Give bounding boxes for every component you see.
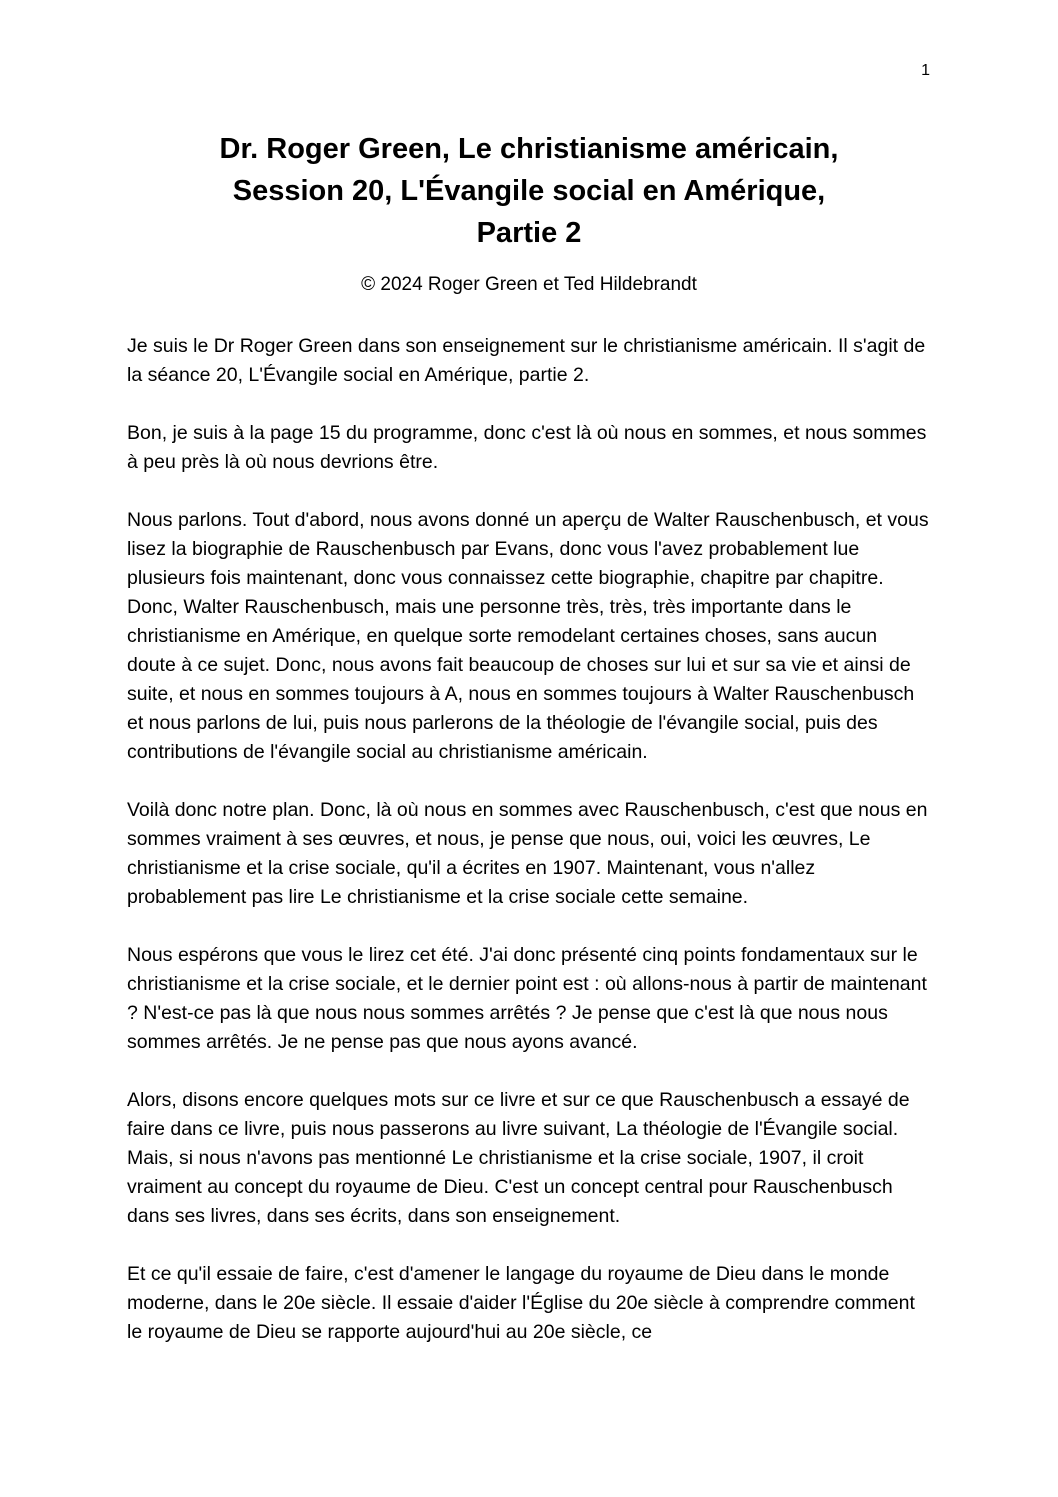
- title-line-3: Partie 2: [476, 217, 582, 250]
- paragraph: Je suis le Dr Roger Green dans son enseignement sur le christianisme américain. Il s'agit de la séance 20, L'Évangile social en Amérique, partie 2.: [127, 334, 926, 386]
- paragraph: Et ce qu'il essaie de faire, c'est d'amener le langage du royaume de Dieu dans le monde moderne, dans le 20e siècle. Il essaie d'aider l'Église du 20e siècle à comprendre comment le royaume de Dieu se rapporte aujourd'hui au 20e siècle, ce: [127, 1262, 915, 1343]
- paragraph: Nous parlons. Tout d'abord, nous avons donné un aperçu de Walter Rauschenbusch, et vous lisez la biographie de Rauschenbusch par Evans, donc vous l'avez probablement lue plusieurs fois maintenant, donc vous connaissez cette biographie, chapitre par chapitre. Donc, Walter Rauschenbusch, mais une personne très, très, très importante dans le christianisme en Amérique, en quelque sorte remodelant certaines choses, sans aucun doute à ce sujet. Donc, nous avons fait beaucoup de choses sur lui et sur sa vie et ainsi de suite, et nous en sommes toujours à A, nous en sommes toujours à Walter Rauschenbusch et nous parlons de lui, puis nous parlerons de la théologie de l'évangile social, puis des contributions de l'évangile social au christianisme américain.: [127, 508, 929, 763]
- document-title: [127, 128, 931, 254]
- paragraph: Voilà donc notre plan. Donc, là où nous en sommes avec Rauschenbusch, c'est que nous en sommes vraiment à ses œuvres, et nous, je pense que nous, oui, voici les œuvres, Le christianisme et la crise sociale, qu'il a écrites en 1907. Maintenant, vous n'allez probablement pas lire Le christianisme et la crise sociale cette semaine.: [127, 798, 928, 908]
- copyright-line: © 2024 Roger Green et Ted Hildebrandt: [361, 273, 697, 295]
- title-line-1: Dr. Roger Green, Le christianisme américain,: [219, 133, 839, 165]
- page-number: 1: [921, 62, 930, 79]
- document-body: [127, 332, 931, 1347]
- paragraph: Bon, je suis à la page 15 du programme, donc c'est là où nous en sommes, et nous sommes à peu près là où nous devrions être.: [127, 421, 927, 473]
- paragraph: Nous espérons que vous le lirez cet été. J'ai donc présenté cinq points fondamentaux sur le christianisme et la crise sociale, et le dernier point est : où allons-nous à partir de maintenant ? N'est-ce pas là que nous nous sommes arrêtés ? Je pense que c'est là que nous nous sommes arrêtés. Je ne pense pas que nous ayons avancé.: [127, 943, 927, 1053]
- paragraph: Alors, disons encore quelques mots sur ce livre et sur ce que Rauschenbusch a essayé de faire dans ce livre, puis nous passerons au livre suivant, La théologie de l'Évangile social. Mais, si nous n'avons pas mentionné Le christianisme et la crise sociale, 1907, il croit vraiment au concept du royaume de Dieu. C'est un concept central pour Rauschenbusch dans ses livres, dans ses écrits, dans son enseignement.: [127, 1088, 910, 1227]
- title-line-2: Session 20, L'Évangile social en Amérique,: [232, 175, 826, 208]
